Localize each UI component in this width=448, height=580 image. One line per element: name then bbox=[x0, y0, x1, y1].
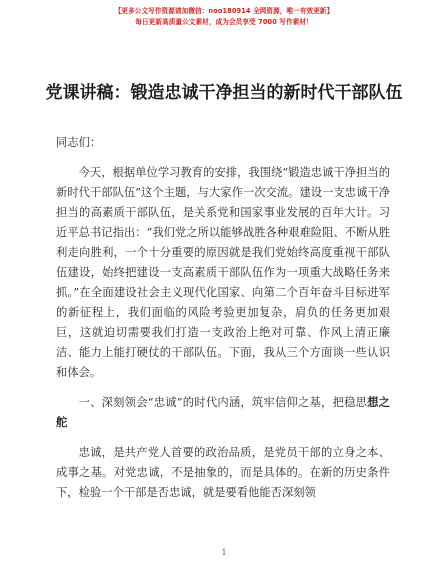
document-body bbox=[56, 133, 390, 503]
salutation: 同志们： bbox=[56, 136, 102, 149]
document-title: 党课讲稿：锻造忠诚干净担当的新时代干部队伍 bbox=[45, 83, 403, 103]
section-heading-1-bold: 想之舵 bbox=[56, 396, 390, 429]
section-heading-1 bbox=[56, 393, 390, 433]
intro-paragraph: 今天，根据单位学习教育的安排，我围绕“锻造忠诚干净担当的新时代干部队伍”这个主题，与大家作一次交流。建设一支忠诚干净担当的高素质干部队伍，是关系党和国家事业发展的百年大计。习近平总书记指出：“我们党之所以能够战胜各种艰难险阻、不断从胜利走向胜利，一个十分重要的原因就是我们党始终高度重视干部队伍建设，始终把建设一支高素质干部队伍作为一项重大战略任务来抓。”在全面建设社会主义现代化国家、向第二个百年奋斗目标进军的新征程上，我们面临的风险考验更加复杂，肩负的任务更加艰巨，这就迫切需要我们打造一支政治上绝对可靠、作风上清正廉洁、能力上能打硬仗的干部队伍。下面，我从三个方面谈一些认识和体会。 bbox=[56, 166, 390, 379]
promo-banner-line-1: 【更多公文写作资源请加微信：noo180914 全网资源，唯一有效更新】 bbox=[114, 7, 334, 15]
section-1-paragraph: 忠诚，是共产党人首要的政治品质，是党员干部的立身之本、成事之基。对党忠诚，不是抽象的，而是具体的。在新的历史条件下，检验一个干部是否忠诚，就是要看他能否深刻领 bbox=[56, 446, 390, 499]
promo-banner-line-2: 每日更新高质量公文素材，成为会员享受 7000 写作素材！ bbox=[135, 18, 313, 26]
promo-banner bbox=[0, 6, 448, 28]
page-number: 1 bbox=[221, 548, 227, 557]
section-heading-1-text: 一、深刻领会“忠诚”的时代内涵，筑牢信仰之基，把稳思 bbox=[78, 396, 368, 409]
